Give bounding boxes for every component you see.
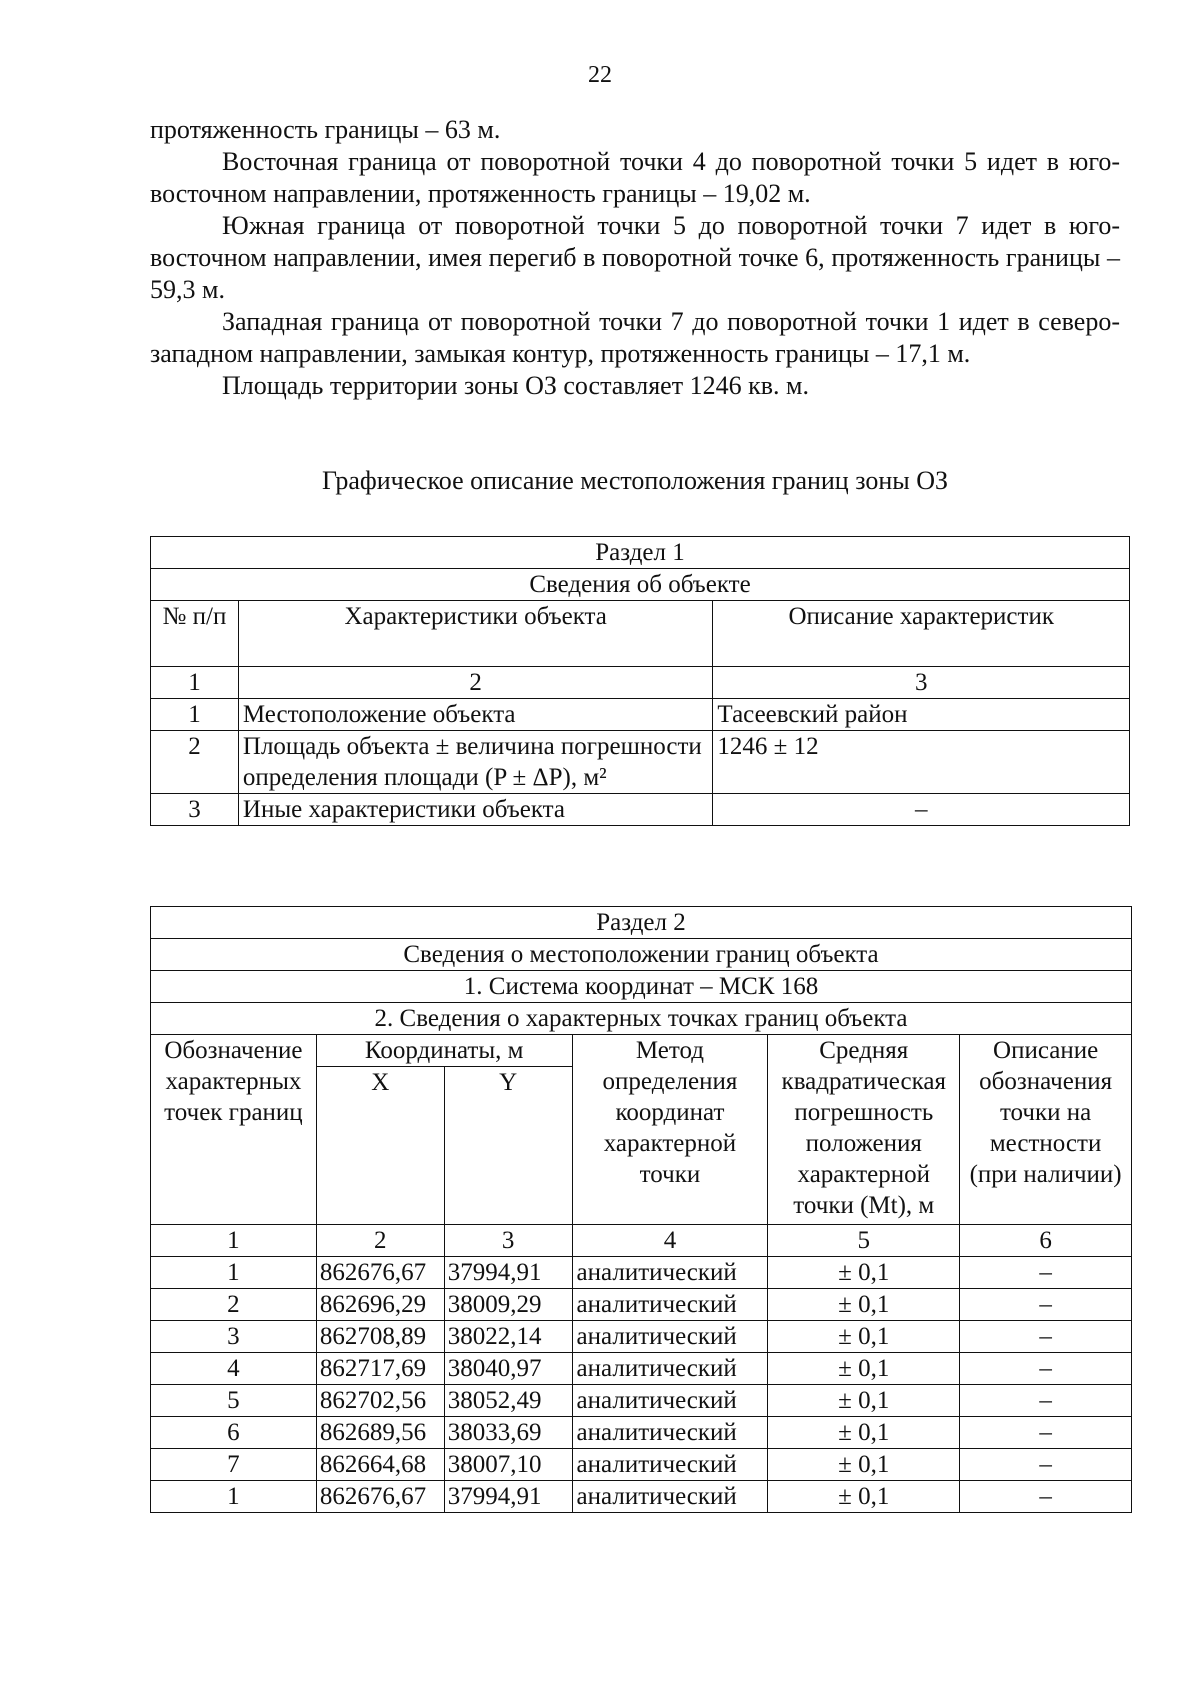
- coordinate-y: 38009,29: [444, 1289, 572, 1321]
- point-description: –: [960, 1257, 1132, 1289]
- table-subtitle: Сведения об объекте: [151, 569, 1130, 601]
- table-row: [151, 1289, 1132, 1321]
- table-row: [151, 1481, 1132, 1513]
- column-header: Описание обозначения точки на местности (при наличии): [960, 1035, 1132, 1225]
- characteristic: Местоположение объекта: [238, 699, 713, 731]
- point-designation: 1: [151, 1257, 317, 1289]
- method: аналитический: [572, 1449, 768, 1481]
- method: аналитический: [572, 1321, 768, 1353]
- table-title: Раздел 2: [151, 907, 1132, 939]
- paragraph: Западная граница от поворотной точки 7 до поворотной точки 1 идет в северо-западном направлении, замыкая контур, протяженность границы – 17,1 м.: [150, 307, 1120, 368]
- point-description: –: [960, 1321, 1132, 1353]
- characteristic: Иные характеристики объекта: [238, 794, 713, 826]
- coordinate-y: 38033,69: [444, 1417, 572, 1449]
- boundary-points-table: [150, 906, 1132, 1513]
- mean-square-error: ± 0,1: [768, 1417, 960, 1449]
- method: аналитический: [572, 1257, 768, 1289]
- column-number: 3: [444, 1225, 572, 1257]
- column-header: Обозначение характерных точек границ: [151, 1035, 317, 1225]
- point-designation: 3: [151, 1321, 317, 1353]
- method: аналитический: [572, 1481, 768, 1513]
- column-header: Описание характеристик: [713, 601, 1130, 667]
- coordinate-system: 1. Система координат – МСК 168: [151, 971, 1132, 1003]
- column-number: 2: [316, 1225, 444, 1257]
- column-header: Координаты, м: [316, 1035, 572, 1067]
- point-description: –: [960, 1449, 1132, 1481]
- mean-square-error: ± 0,1: [768, 1321, 960, 1353]
- paragraph: Южная граница от поворотной точки 5 до поворотной точки 7 идет в юго-восточном направлении, имея перегиб в поворотной точке 6, протяженность границы – 59,3 м.: [150, 211, 1120, 304]
- coordinate-x: 862717,69: [316, 1353, 444, 1385]
- row-number: 2: [151, 731, 239, 794]
- table-row: [151, 1449, 1132, 1481]
- body-text: [150, 114, 1120, 402]
- column-number: 4: [572, 1225, 768, 1257]
- mean-square-error: ± 0,1: [768, 1449, 960, 1481]
- coordinate-y: 37994,91: [444, 1257, 572, 1289]
- point-description: –: [960, 1417, 1132, 1449]
- coordinate-y: 38007,10: [444, 1449, 572, 1481]
- table-row: [151, 699, 1130, 731]
- coordinate-x: 862702,56: [316, 1385, 444, 1417]
- paragraph: Площадь территории зоны ОЗ составляет 1246 кв. м.: [222, 371, 809, 400]
- point-description: –: [960, 1481, 1132, 1513]
- column-header-x: X: [316, 1067, 444, 1225]
- point-designation: 1: [151, 1481, 317, 1513]
- description: –: [713, 794, 1130, 826]
- table-row: [151, 1257, 1132, 1289]
- point-designation: 5: [151, 1385, 317, 1417]
- table-title: Раздел 1: [151, 537, 1130, 569]
- point-designation: 2: [151, 1289, 317, 1321]
- column-header: Средняя квадратическая погрешность положения характерной точки (Mt), м: [768, 1035, 960, 1225]
- coordinate-y: 37994,91: [444, 1481, 572, 1513]
- page-number: 22: [588, 62, 612, 88]
- method: аналитический: [572, 1353, 768, 1385]
- table-subtitle: Сведения о местоположении границ объекта: [151, 939, 1132, 971]
- column-header: Метод определения координат характерной точки: [572, 1035, 768, 1225]
- coordinate-x: 862676,67: [316, 1257, 444, 1289]
- column-header-y: Y: [444, 1067, 572, 1225]
- table-row: [151, 794, 1130, 826]
- point-description: –: [960, 1385, 1132, 1417]
- points-title: 2. Сведения о характерных точках границ объекта: [151, 1003, 1132, 1035]
- method: аналитический: [572, 1385, 768, 1417]
- mean-square-error: ± 0,1: [768, 1481, 960, 1513]
- point-designation: 7: [151, 1449, 317, 1481]
- characteristic: Площадь объекта ± величина погрешности определения площади (P ± ΔP), м²: [238, 731, 713, 794]
- row-number: 1: [151, 699, 239, 731]
- table-row: [151, 1417, 1132, 1449]
- mean-square-error: ± 0,1: [768, 1289, 960, 1321]
- column-header: Характеристики объекта: [238, 601, 713, 667]
- table-row: [151, 1385, 1132, 1417]
- row-number: 3: [151, 794, 239, 826]
- table-row: [151, 1321, 1132, 1353]
- coordinate-x: 862689,56: [316, 1417, 444, 1449]
- point-description: –: [960, 1353, 1132, 1385]
- table-row: [151, 731, 1130, 794]
- mean-square-error: ± 0,1: [768, 1353, 960, 1385]
- mean-square-error: ± 0,1: [768, 1257, 960, 1289]
- method: аналитический: [572, 1289, 768, 1321]
- column-number: 1: [151, 1225, 317, 1257]
- column-number: 5: [768, 1225, 960, 1257]
- coordinate-y: 38022,14: [444, 1321, 572, 1353]
- column-header: № п/п: [151, 601, 239, 667]
- description: Тасеевский район: [713, 699, 1130, 731]
- method: аналитический: [572, 1417, 768, 1449]
- point-designation: 6: [151, 1417, 317, 1449]
- coordinate-x: 862676,67: [316, 1481, 444, 1513]
- column-number: 1: [151, 667, 239, 699]
- coordinate-x: 862708,89: [316, 1321, 444, 1353]
- column-number: 3: [713, 667, 1130, 699]
- coordinate-x: 862664,68: [316, 1449, 444, 1481]
- description: 1246 ± 12: [713, 731, 1130, 794]
- paragraph: Восточная граница от поворотной точки 4 до поворотной точки 5 идет в юго-восточном направлении, протяженность границы – 19,02 м.: [150, 147, 1120, 208]
- coordinate-x: 862696,29: [316, 1289, 444, 1321]
- column-number: 6: [960, 1225, 1132, 1257]
- point-designation: 4: [151, 1353, 317, 1385]
- section-heading: Графическое описание местоположения границ зоны ОЗ: [321, 466, 949, 495]
- paragraph: протяженность границы – 63 м.: [150, 115, 501, 144]
- point-description: –: [960, 1289, 1132, 1321]
- column-number: 2: [238, 667, 713, 699]
- coordinate-y: 38052,49: [444, 1385, 572, 1417]
- object-info-table: [150, 536, 1130, 826]
- coordinate-y: 38040,97: [444, 1353, 572, 1385]
- mean-square-error: ± 0,1: [768, 1385, 960, 1417]
- table-row: [151, 1353, 1132, 1385]
